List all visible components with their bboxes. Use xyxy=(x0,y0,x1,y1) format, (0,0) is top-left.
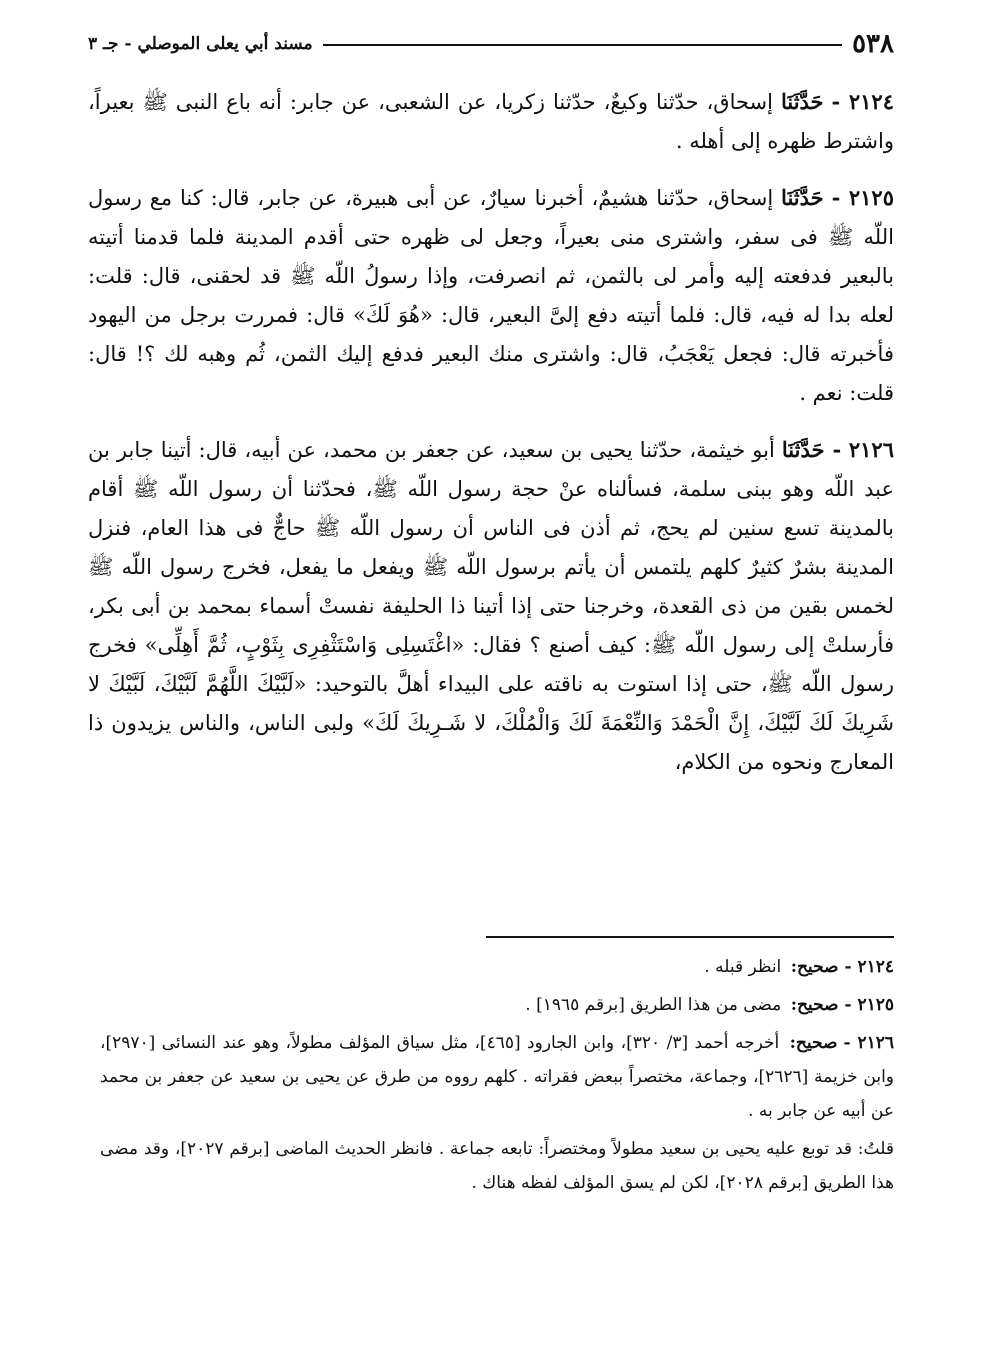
footnote-grade: صحيح: xyxy=(790,995,839,1015)
hadith-2125 xyxy=(88,178,894,413)
footnotes xyxy=(100,950,894,1204)
hadith-2124 xyxy=(88,82,894,161)
footnote-text: مضى من هذا الطريق [برقم ١٩٦٥] . xyxy=(525,995,782,1015)
hadith-number: ٢١٢٤ - xyxy=(831,89,894,114)
page-header xyxy=(88,28,894,62)
footnote-separator xyxy=(486,936,894,938)
main-text xyxy=(88,82,894,799)
page-number: ٥٣٨ xyxy=(842,28,894,60)
footnote-2124 xyxy=(100,950,894,984)
footnote-number: ٢١٢٥ - xyxy=(844,995,894,1015)
footnote-grade: صحيح: xyxy=(789,1033,838,1053)
footnote-number: ٢١٢٦ - xyxy=(843,1033,894,1053)
hadith-opening: حَدَّثَنَا xyxy=(781,185,824,210)
hadith-2126 xyxy=(88,430,894,782)
hadith-text: إسحاق، حدّثنا هشيمٌ، أخبرنا سيارٌ، عن أبى هبيرة، عن جابر، قال: كنا مع رسول اللّه ﷺ فى سفر، واشترى منى بعيراً، وجعل لى ظهره حتى أقدم المدينة فلما قدمنا أتيته بالبعير فدفعته إليه وأمر لى بالثمن، ثم انصرفت، وإذا رسولُ اللّه ﷺ قد لحقنى، قال: قلت: لعله بدا له فيه، قال: فلما أتيته دفع إلىَّ البعير، قال: «هُوَ لَكَ» قال: فمررت برجل من اليهود فأخبرته قال: فجعل يَعْجَبُ، قال: واشترى منك البعير فدفع إليك الثمن، ثُم وهبه لك ؟! قال: قلت: نعم . xyxy=(88,186,894,405)
footnote-number: ٢١٢٤ - xyxy=(844,957,894,977)
hadith-text: إسحاق، حدّثنا وكيعٌ، حدّثنا زكريا، عن الشعبى، عن جابر: أنه باع النبى ﷺ بعيراً، واشترط ظهره إلى أهله . xyxy=(88,90,894,153)
footnote-2126 xyxy=(100,1026,894,1128)
footnote-remark xyxy=(100,1132,894,1200)
hadith-opening: حَدَّثَنَا xyxy=(780,89,824,114)
footnote-grade: صحيح: xyxy=(790,957,839,977)
footnote-text: أخرجه أحمد [٣/ ٣٢٠]، وابن الجارود [٤٦٥]، مثل سياق المؤلف مطولاً، وهو عند النسائى [٢٩٧٠]، وابن خزيمة [٢٦٢٦]، وجماعة، مختصراً ببعض فقراته . كلهم رووه من طرق عن يحيى بن سعيد عن جعفر بن محمد عن أبيه عن جابر به . xyxy=(100,1033,894,1121)
hadith-opening: حَدَّثَنَا xyxy=(781,437,825,462)
hadith-number: ٢١٢٥ - xyxy=(831,185,894,210)
hadith-number: ٢١٢٦ - xyxy=(832,437,894,462)
footnote-text: قلتُ: قد توبع عليه يحيى بن سعيد مطولاً ومختصراً: تابعه جماعة . فانظر الحديث الماضى [برقم ٢٠٢٧]، وقد مضى هذا الطريق [برقم ٢٠٢٨]، لكن لم يسق المؤلف لفظه هناك . xyxy=(100,1139,894,1193)
footnote-text: انظر قبله . xyxy=(704,957,782,977)
hadith-text: أبو خيثمة، حدّثنا يحيى بن سعيد، عن جعفر بن محمد، عن أبيه، قال: أتينا جابر بن عبد اللّه وهو ببنى سلمة، فسألناه عنْ حجة رسول اللّه ﷺ، فحدّثنا أن رسول اللّه ﷺ أقام بالمدينة تسع سنين لم يحج، ثم أذن فى الناس أن رسول اللّه ﷺ حاجٌّ فى هذا العام، فنزل المدينة بشرٌ كثيرٌ كلهم يلتمس أن يأتم برسول اللّه ﷺ ويفعل ما يفعل، فخرج رسول اللّه ﷺ لخمس بقين من ذى القعدة، وخرجنا حتى إذا أتينا ذا الحليفة نفستْ أسماء بمحمد بن أبى بكر، فأرسلتْ إلى رسول اللّه ﷺ: كيف أصنع ؟ فقال: «اغْتَسِلِى وَاسْتَثْفِرِى بِثَوْبٍ، ثُمَّ أَهِلِّى» فخرج رسول اللّه ﷺ، حتى إذا استوت به ناقته على البيداء أهلَّ بالتوحيد: «لَبَّيْكَ اللَّهُمَّ لَبَّيْكَ، لَبَّيْكَ لا شَرِيكَ لَكَ لَبَّيْكَ، إِنَّ الْحَمْدَ وَالنِّعْمَةَ لَكَ وَالْمُلْكَ، لا شَـرِيكَ لَكَ» ولبى الناس، والناس يزيدون ذا المعارج ونحوه من الكلام، xyxy=(88,438,894,774)
running-title: مسند أبي يعلى الموصلي - جـ ٣ xyxy=(88,28,323,60)
footnote-2125 xyxy=(100,988,894,1022)
